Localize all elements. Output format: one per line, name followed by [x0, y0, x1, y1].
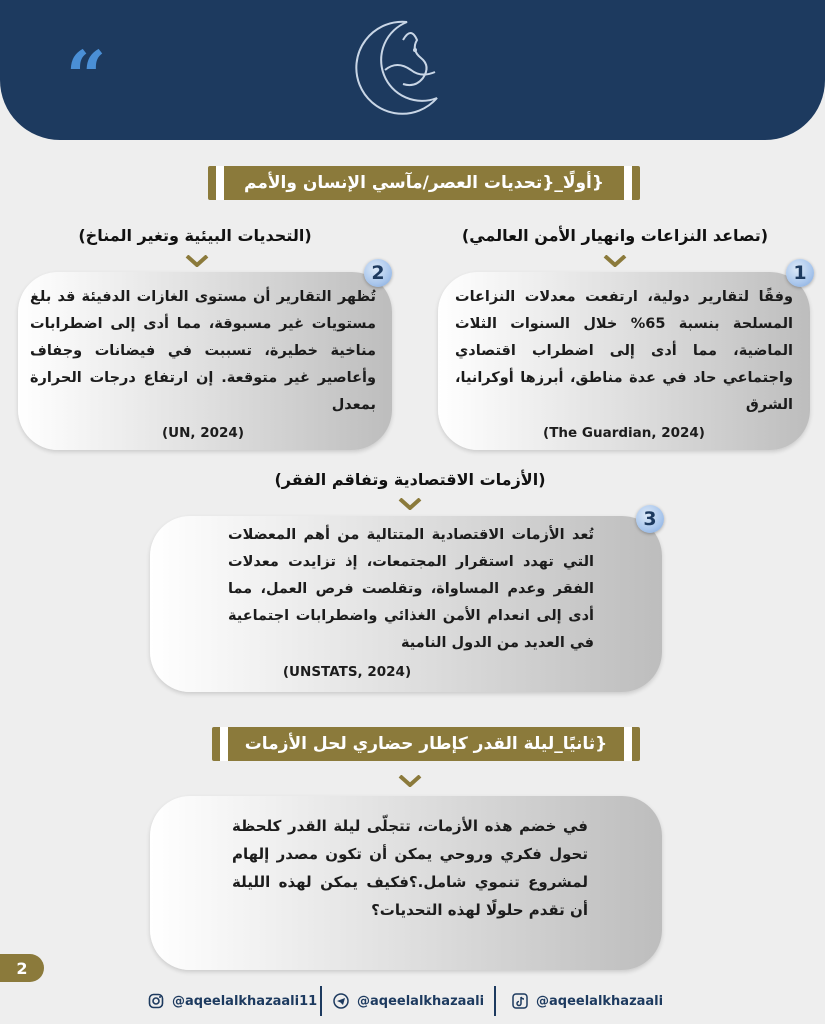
footer-instagram[interactable] [148, 991, 317, 1011]
card-body-text: في خضم هذه الأزمات، تتجلّى ليلة القدر كلحظة تحول فكري وروحي يمكن أن تكون مصدر إلهام لمشروع تنموي شامل.؟فكيف يمكن لهذه الليلة أن تقدم حلولًا لهذه التحديات؟ [232, 817, 588, 919]
quote-icon: “ [66, 35, 107, 118]
card-heading-conflicts: (تصاعد النزاعات وانهيار الأمن العالمي) [461, 226, 769, 245]
instagram-icon [148, 993, 164, 1009]
page-number: 2 [0, 954, 44, 982]
section-title-second [212, 727, 640, 761]
section-title-text: {ثانيًا_ليلة القدر كإطار حضاري لحل الأزمات [244, 734, 608, 754]
card-source: (UNSTATS, 2024) [282, 664, 412, 680]
footer-divider [320, 986, 322, 1016]
tiktok-handle: @aqeelalkhazaali [536, 993, 664, 1009]
card-number-badge: 3 [636, 505, 664, 533]
chevron-down-icon [398, 498, 422, 510]
card-heading-economy: (الأزمات الاقتصادية وتفاقم الفقر) [274, 470, 546, 489]
telegram-handle: @aqeelalkhazaali [357, 993, 485, 1009]
footer-telegram[interactable] [333, 991, 484, 1011]
chevron-down-icon [398, 775, 422, 787]
chevron-down-icon [603, 255, 627, 267]
card-source: (The Guardian, 2024) [543, 425, 705, 441]
header-banner [0, 0, 825, 140]
ramadan-logo [345, 10, 445, 120]
section-title-first [208, 166, 640, 200]
instagram-handle: @aqeelalkhazaali11 [172, 993, 318, 1009]
card-number-badge: 2 [364, 259, 392, 287]
card-heading-climate: (التحديات البيئية وتغير المناخ) [78, 226, 312, 245]
telegram-icon [333, 993, 349, 1009]
card-number-badge: 1 [786, 259, 814, 287]
card-body-text: تُظهر التقارير أن مستوى الغازات الدفيئة قد بلغ مستويات غير مسبوقة، مما أدى إلى اضطرابات مناخية خطيرة، تسببت في فيضانات وجفاف وأعاصير غير متوقعة. إن ارتفاع درجات الحرارة بمعدل [30, 289, 376, 413]
card-source: (UN, 2024) [161, 425, 244, 441]
chevron-down-icon [185, 255, 209, 267]
section-title-text: {أولًا_{تحديات العصر/مآسي الإنسان والأمم [244, 173, 604, 193]
tiktok-icon [512, 993, 528, 1009]
card-body-text: تُعد الأزمات الاقتصادية المتتالية من أهم المعضلات التي تهدد استقرار المجتمعات، إذ تزايدت معدلات الفقر وعدم المساواة، وتقلصت فرص العمل، مما أدى إلى انعدام الأمن الغذائي واضطرابات اجتماعية في العديد من الدول النامية [228, 527, 594, 651]
footer-divider [494, 986, 496, 1016]
footer-tiktok[interactable] [512, 991, 663, 1011]
card-body-text: وفقًا لتقارير دولية، ارتفعت معدلات النزاعات المسلحة بنسبة 65% خلال السنوات الثلاث الماضية، مما أدى إلى اضطراب اقتصادي واجتماعي حاد في عدة مناطق، أبرزها أوكرانيا، الشرق [455, 289, 793, 413]
